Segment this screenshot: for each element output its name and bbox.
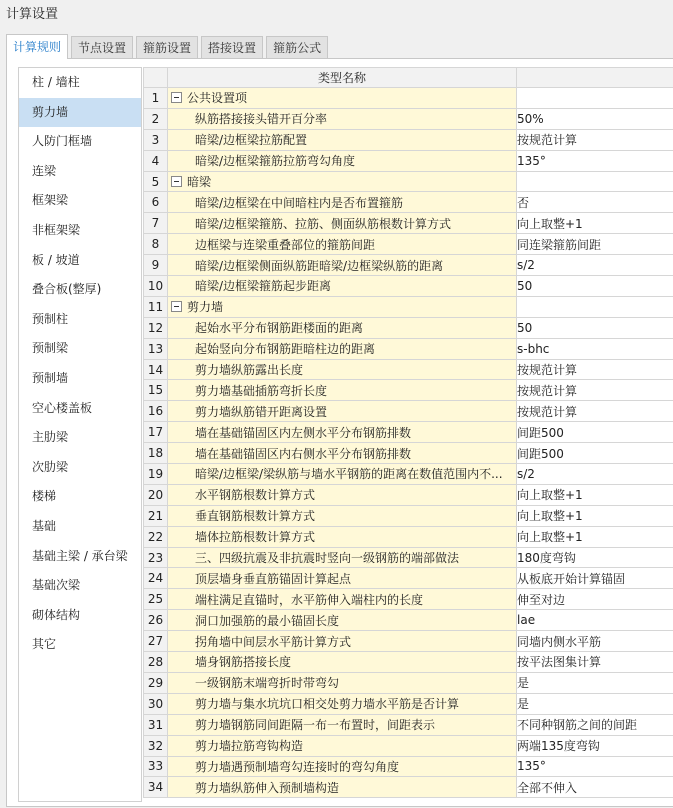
row-number: 13	[144, 338, 168, 359]
setting-name-cell	[168, 610, 517, 631]
setting-name-cell	[168, 192, 517, 213]
setting-value-cell[interactable]: 间距500	[517, 422, 673, 443]
setting-name-cell	[168, 464, 517, 485]
setting-value-cell[interactable]: 50	[517, 276, 673, 297]
setting-value-cell[interactable]: 向上取整+1	[517, 526, 673, 547]
setting-name-cell	[168, 526, 517, 547]
row-number: 26	[144, 610, 168, 631]
row-number-header	[144, 68, 168, 88]
setting-value-cell[interactable]: lae	[517, 610, 673, 631]
sidebar-item[interactable]: 基础主梁 / 承台梁	[19, 542, 141, 572]
setting-name: 剪力墙与集水坑坑口相交处剪力墙水平筋是否计算	[168, 695, 459, 712]
row-number: 31	[144, 714, 168, 735]
table-row[interactable]	[144, 484, 673, 505]
setting-value-cell[interactable]: 50%	[517, 108, 673, 129]
table-row[interactable]	[144, 589, 673, 610]
sidebar-item[interactable]: 预制墙	[19, 364, 141, 394]
table-row[interactable]	[144, 652, 673, 673]
value-header[interactable]	[517, 68, 673, 88]
row-number: 18	[144, 443, 168, 464]
setting-name-cell	[168, 380, 517, 401]
setting-value-cell[interactable]: 否	[517, 192, 673, 213]
setting-value-cell[interactable]: 同墙内侧水平筋	[517, 631, 673, 652]
setting-name: 水平钢筋根数计算方式	[168, 486, 315, 503]
group-row[interactable]	[144, 296, 673, 317]
main-panel	[6, 58, 673, 807]
tab-3[interactable]: 搭接设置	[201, 36, 263, 59]
sidebar-item[interactable]: 框架梁	[19, 186, 141, 216]
setting-name-cell	[168, 213, 517, 234]
setting-value-cell[interactable]: 是	[517, 672, 673, 693]
grid-header-row	[144, 68, 673, 88]
sidebar-item[interactable]: 预制柱	[19, 305, 141, 335]
setting-value-cell[interactable]: 按规范计算	[517, 401, 673, 422]
table-row[interactable]	[144, 359, 673, 380]
setting-value-cell[interactable]: 135°	[517, 150, 673, 171]
setting-name-cell	[168, 631, 517, 652]
settings-grid-viewport[interactable]	[143, 67, 673, 808]
setting-name-cell	[168, 756, 517, 777]
row-number: 3	[144, 129, 168, 150]
sidebar-item[interactable]: 次肋梁	[19, 453, 141, 483]
setting-name-cell	[168, 672, 517, 693]
setting-name-cell	[168, 129, 517, 150]
tab-0[interactable]: 计算规则	[6, 34, 68, 59]
setting-value-cell[interactable]: 伸至对边	[517, 589, 673, 610]
sidebar-item[interactable]: 剪力墙	[19, 98, 141, 128]
collapse-icon[interactable]	[171, 176, 182, 187]
setting-name-cell	[168, 317, 517, 338]
table-row[interactable]	[144, 234, 673, 255]
row-number: 32	[144, 735, 168, 756]
tab-4[interactable]: 箍筋公式	[266, 36, 328, 59]
group-label: 剪力墙	[187, 300, 223, 314]
category-sidebar	[18, 67, 142, 802]
table-row[interactable]	[144, 568, 673, 589]
collapse-icon[interactable]	[171, 92, 182, 103]
setting-value-cell[interactable]: 间距500	[517, 443, 673, 464]
table-row[interactable]	[144, 108, 673, 129]
setting-name-cell	[168, 150, 517, 171]
row-number: 19	[144, 464, 168, 485]
setting-name: 墙在基础锚固区内右侧水平分布钢筋排数	[168, 445, 411, 462]
setting-name: 拐角墙中间层水平筋计算方式	[168, 633, 351, 650]
table-row[interactable]	[144, 526, 673, 547]
table-row[interactable]	[144, 192, 673, 213]
group-row[interactable]	[144, 171, 673, 192]
setting-value-cell[interactable]: 按规范计算	[517, 129, 673, 150]
setting-value-cell[interactable]: s/2	[517, 255, 673, 276]
sidebar-item[interactable]: 叠合板(整厚)	[19, 275, 141, 305]
table-row[interactable]	[144, 317, 673, 338]
row-number: 25	[144, 589, 168, 610]
setting-name-cell	[168, 108, 517, 129]
setting-name-cell	[168, 735, 517, 756]
setting-name-cell	[168, 234, 517, 255]
setting-name: 洞口加强筋的最小锚固长度	[168, 612, 339, 629]
row-number: 6	[144, 192, 168, 213]
setting-value-cell[interactable]: 按平法图集计算	[517, 652, 673, 673]
row-number: 5	[144, 171, 168, 192]
setting-name-cell	[168, 777, 517, 798]
setting-name: 端柱满足直锚时，水平筋伸入端柱内的长度	[168, 591, 423, 608]
row-number: 12	[144, 317, 168, 338]
sidebar-item[interactable]: 基础次梁	[19, 571, 141, 601]
setting-value-cell[interactable]: 两端135度弯钩	[517, 735, 673, 756]
setting-name: 剪力墙纵筋伸入预制墙构造	[168, 779, 339, 796]
row-number: 4	[144, 150, 168, 171]
setting-name: 暗梁/边框梁箍筋、拉筋、侧面纵筋根数计算方式	[168, 215, 451, 232]
row-number: 22	[144, 526, 168, 547]
row-number: 2	[144, 108, 168, 129]
group-row[interactable]	[144, 88, 673, 109]
setting-name: 暗梁/边框梁箍筋起步距离	[168, 277, 331, 294]
table-row[interactable]	[144, 150, 673, 171]
row-number: 1	[144, 88, 168, 109]
row-number: 15	[144, 380, 168, 401]
sidebar-item[interactable]: 主肋梁	[19, 423, 141, 453]
table-row[interactable]	[144, 213, 673, 234]
setting-name: 暗梁/边框梁箍筋拉筋弯勾角度	[168, 152, 355, 169]
setting-name: 暗梁/边框梁/梁纵筋与墙水平钢筋的距离在数值范围内不...	[168, 465, 503, 482]
sidebar-item[interactable]: 预制梁	[19, 334, 141, 364]
setting-value-cell[interactable]: 按规范计算	[517, 380, 673, 401]
setting-name: 顶层墙身垂直筋锚固计算起点	[168, 570, 351, 587]
setting-name-cell	[168, 714, 517, 735]
table-row[interactable]	[144, 610, 673, 631]
sidebar-item[interactable]: 非框架梁	[19, 216, 141, 246]
setting-name: 剪力墙基础插筋弯折长度	[168, 382, 327, 399]
table-row[interactable]	[144, 276, 673, 297]
table-row[interactable]	[144, 443, 673, 464]
table-row[interactable]	[144, 401, 673, 422]
row-number: 8	[144, 234, 168, 255]
collapse-icon[interactable]	[171, 301, 182, 312]
setting-name: 剪力墙遇预制墙弯勾连接时的弯勾角度	[168, 758, 399, 775]
setting-name: 纵筋搭接接头错开百分率	[168, 110, 327, 127]
row-number: 34	[144, 777, 168, 798]
table-row[interactable]	[144, 756, 673, 777]
setting-name: 墙体拉筋根数计算方式	[168, 528, 315, 545]
sidebar-item[interactable]: 其它	[19, 630, 141, 660]
row-number: 9	[144, 255, 168, 276]
setting-name: 墙在基础锚固区内左侧水平分布钢筋排数	[168, 424, 411, 441]
setting-name: 剪力墙钢筋同间距隔一布一布置时，间距表示	[168, 716, 435, 733]
setting-value-cell[interactable]: 是	[517, 693, 673, 714]
setting-value-cell[interactable]: 同连梁箍筋间距	[517, 234, 673, 255]
setting-name-cell	[168, 401, 517, 422]
setting-value-cell	[517, 88, 673, 109]
table-row[interactable]	[144, 735, 673, 756]
row-number: 21	[144, 505, 168, 526]
table-row[interactable]	[144, 547, 673, 568]
sidebar-item[interactable]: 人防门框墙	[19, 127, 141, 157]
setting-value-cell[interactable]: 向上取整+1	[517, 213, 673, 234]
sidebar-item[interactable]: 基础	[19, 512, 141, 542]
table-row[interactable]	[144, 255, 673, 276]
row-number: 14	[144, 359, 168, 380]
setting-value-cell[interactable]: 从板底开始计算锚固	[517, 568, 673, 589]
window-title: 计算设置	[6, 3, 58, 22]
setting-name-cell	[168, 88, 517, 109]
table-row[interactable]	[144, 693, 673, 714]
row-number: 23	[144, 547, 168, 568]
table-row[interactable]	[144, 777, 673, 798]
setting-name-cell	[168, 652, 517, 673]
setting-name: 一级钢筋末端弯折时带弯勾	[168, 674, 339, 691]
setting-name: 暗梁/边框梁在中间暗柱内是否布置箍筋	[168, 194, 403, 211]
row-number: 24	[144, 568, 168, 589]
row-number: 29	[144, 672, 168, 693]
sidebar-item[interactable]: 柱 / 墙柱	[19, 68, 141, 98]
sidebar-item[interactable]: 空心楼盖板	[19, 394, 141, 424]
tab-2[interactable]: 箍筋设置	[136, 36, 198, 59]
setting-name-cell	[168, 422, 517, 443]
row-number: 28	[144, 652, 168, 673]
row-number: 33	[144, 756, 168, 777]
setting-value-cell	[517, 171, 673, 192]
row-number: 10	[144, 276, 168, 297]
setting-name-cell	[168, 589, 517, 610]
setting-name-cell	[168, 171, 517, 192]
sidebar-item[interactable]: 连梁	[19, 157, 141, 187]
setting-value-cell[interactable]: 按规范计算	[517, 359, 673, 380]
setting-name: 暗梁/边框梁拉筋配置	[168, 131, 307, 148]
setting-name-cell	[168, 276, 517, 297]
tab-bar	[6, 34, 331, 58]
table-row[interactable]	[144, 464, 673, 485]
row-number: 11	[144, 296, 168, 317]
setting-name-cell	[168, 443, 517, 464]
setting-name-cell	[168, 547, 517, 568]
setting-name: 剪力墙纵筋错开距离设置	[168, 403, 327, 420]
setting-name: 边框梁与连梁重叠部位的箍筋间距	[168, 236, 375, 253]
table-row[interactable]	[144, 672, 673, 693]
setting-value-cell[interactable]: 50	[517, 317, 673, 338]
group-label: 公共设置项	[187, 91, 247, 105]
setting-name: 起始水平分布钢筋距楼面的距离	[168, 319, 363, 336]
row-number: 16	[144, 401, 168, 422]
row-number: 27	[144, 631, 168, 652]
setting-value-cell[interactable]: 向上取整+1	[517, 505, 673, 526]
setting-name: 垂直钢筋根数计算方式	[168, 507, 315, 524]
setting-name: 剪力墙纵筋露出长度	[168, 361, 303, 378]
setting-name-cell	[168, 484, 517, 505]
table-row[interactable]	[144, 338, 673, 359]
setting-name: 墙身钢筋搭接长度	[168, 653, 291, 670]
sidebar-item[interactable]: 砌体结构	[19, 601, 141, 631]
setting-name: 起始竖向分布钢筋距暗柱边的距离	[168, 340, 375, 357]
setting-name-cell	[168, 338, 517, 359]
setting-value-cell[interactable]: 全部不伸入	[517, 777, 673, 798]
setting-value-cell	[517, 296, 673, 317]
setting-name-cell	[168, 255, 517, 276]
row-number: 30	[144, 693, 168, 714]
setting-name-cell	[168, 568, 517, 589]
settings-grid	[143, 67, 673, 798]
table-row[interactable]	[144, 505, 673, 526]
row-number: 7	[144, 213, 168, 234]
setting-value-cell[interactable]: s/2	[517, 464, 673, 485]
setting-name: 三、四级抗震及非抗震时竖向一级钢筋的端部做法	[168, 549, 459, 566]
type-name-header[interactable]: 类型名称	[168, 68, 517, 88]
setting-name-cell	[168, 693, 517, 714]
setting-value-cell[interactable]: 向上取整+1	[517, 484, 673, 505]
setting-value-cell[interactable]: s-bhc	[517, 338, 673, 359]
table-row[interactable]	[144, 631, 673, 652]
setting-name-cell	[168, 505, 517, 526]
sidebar-item[interactable]: 板 / 坡道	[19, 246, 141, 276]
setting-value-cell[interactable]: 不同种钢筋之间的间距	[517, 714, 673, 735]
table-row[interactable]	[144, 714, 673, 735]
setting-name: 暗梁/边框梁侧面纵筋距暗梁/边框梁纵筋的距离	[168, 257, 443, 274]
row-number: 17	[144, 422, 168, 443]
setting-name-cell	[168, 296, 517, 317]
table-row[interactable]	[144, 422, 673, 443]
tab-1[interactable]: 节点设置	[71, 36, 133, 59]
setting-value-cell[interactable]: 180度弯钩	[517, 547, 673, 568]
sidebar-item[interactable]: 楼梯	[19, 482, 141, 512]
table-row[interactable]	[144, 380, 673, 401]
table-row[interactable]	[144, 129, 673, 150]
row-number: 20	[144, 484, 168, 505]
setting-name-cell	[168, 359, 517, 380]
setting-value-cell[interactable]: 135°	[517, 756, 673, 777]
setting-name: 剪力墙拉筋弯钩构造	[168, 737, 303, 754]
group-label: 暗梁	[187, 175, 211, 189]
